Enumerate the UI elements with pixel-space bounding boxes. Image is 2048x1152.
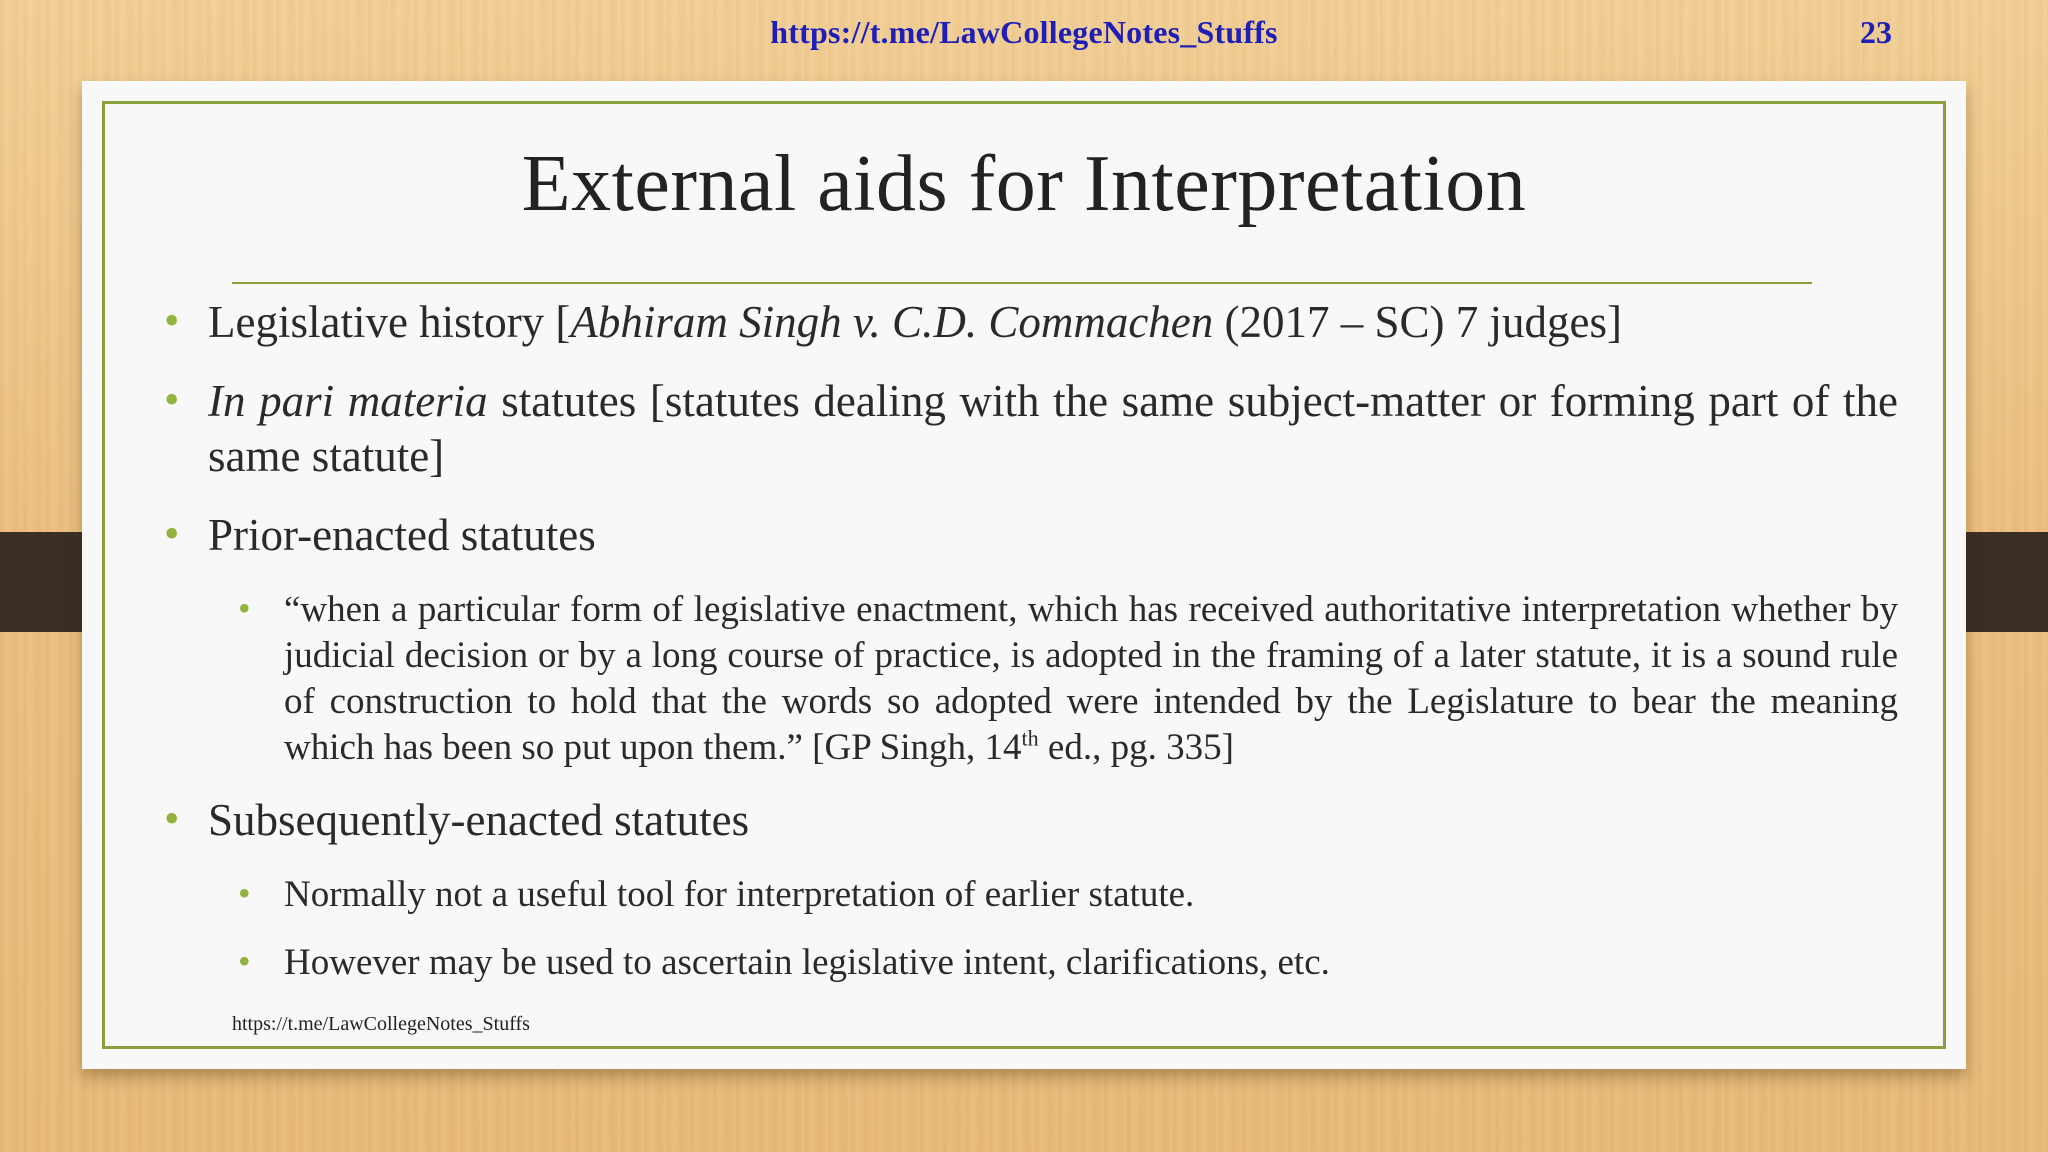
sub-bullet-quote — [238, 587, 1898, 771]
quote-text: “when a particular form of legislative enactment, which has received authoritative interpretation whether by judicial decision or by a long course of practice, is adopted in the framing of a later statute, it is a sound rule of construction to hold that the words so adopted were intended by the Legislature to bear the meaning which has been so put upon them.” [GP Singh, 14 — [284, 589, 1898, 768]
sub-bullet-text: Normally not a useful tool for interpretation of earlier statute. — [284, 874, 1195, 915]
bullet-prior-enacted — [164, 508, 1898, 563]
bullet-dot-icon: • — [238, 941, 251, 981]
bullet-dot-icon: • — [164, 794, 180, 843]
header-link[interactable]: https://t.me/LawCollegeNotes_Stuffs — [770, 14, 1278, 50]
case-name: Abhiram Singh v. C.D. Commachen — [570, 297, 1214, 347]
bullet-text: Legislative history [ — [208, 297, 571, 347]
sub-bullet-normally — [238, 872, 1898, 918]
bullet-dot-icon: • — [164, 509, 180, 558]
latin-term: In pari materia — [208, 376, 488, 426]
superscript: th — [1021, 725, 1039, 751]
slide-title: External aids for Interpretation — [521, 140, 1527, 228]
bullet-dot-icon: • — [238, 588, 251, 628]
sub-bullet-however — [238, 940, 1898, 986]
bullet-in-pari-materia — [164, 374, 1898, 484]
citation-text: ed., pg. 335] — [1038, 727, 1234, 768]
page-number: 23 — [1860, 14, 1892, 50]
bullet-dot-icon: • — [238, 873, 251, 913]
slide-card — [82, 81, 1966, 1069]
footer-link[interactable]: https://t.me/LawCollegeNotes_Stuffs — [232, 1013, 530, 1035]
bullet-text: Prior-enacted statutes — [208, 510, 596, 560]
bullet-list — [82, 295, 1966, 1008]
bullet-dot-icon: • — [164, 296, 180, 345]
bullet-text: Subsequently-enacted statutes — [208, 795, 750, 845]
title-divider — [232, 282, 1812, 284]
bullet-subsequently-enacted — [164, 793, 1898, 848]
bullet-dot-icon: • — [164, 375, 180, 424]
sub-bullet-text: However may be used to ascertain legislative intent, clarifications, etc. — [284, 942, 1330, 983]
bullet-legislative-history — [164, 295, 1898, 350]
bullet-text: statutes [statutes dealing with the same subject-matter or forming part of the same statute] — [208, 376, 1898, 481]
bullet-text: (2017 – SC) 7 judges] — [1213, 297, 1623, 347]
